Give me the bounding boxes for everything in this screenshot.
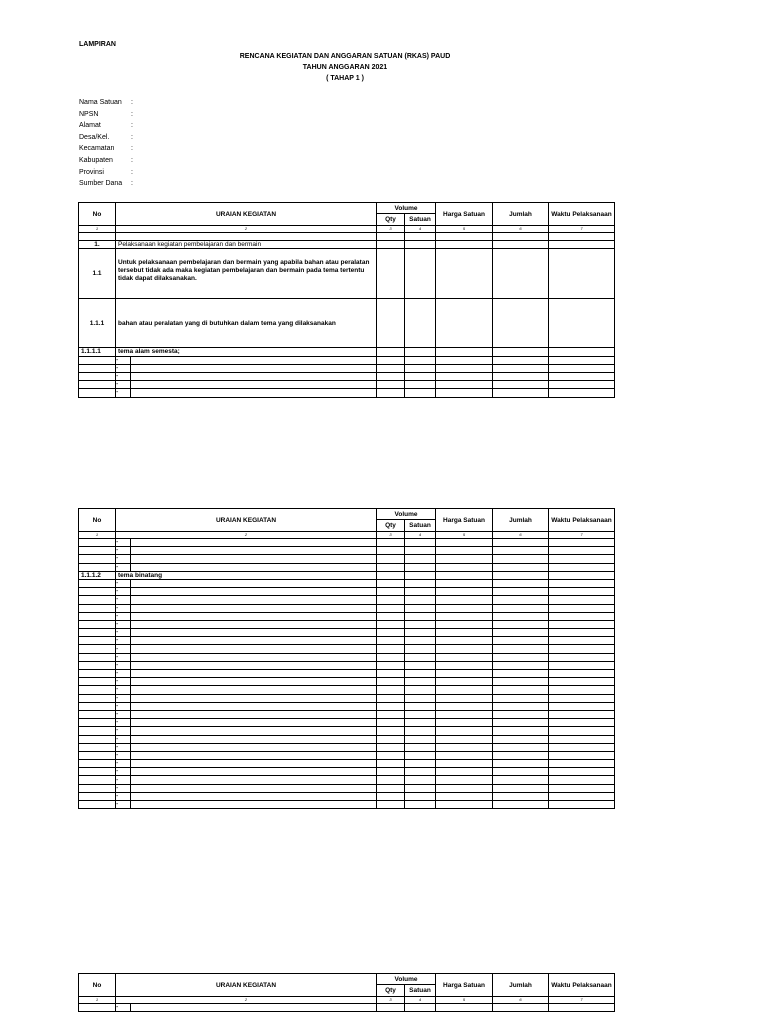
dash-mark: -: [116, 653, 131, 661]
column-number-row: [79, 997, 615, 1004]
col-number: 1: [79, 226, 116, 233]
dash-mark: -: [116, 555, 131, 563]
col-qty-header: Qty: [377, 985, 405, 997]
table-row: [79, 743, 615, 751]
col-volume-header: Volume: [377, 974, 436, 985]
table-row: [79, 299, 615, 348]
info-label: Sumber Dana: [79, 180, 123, 188]
table-row: [79, 612, 615, 620]
table-row: [79, 249, 615, 299]
table-row: [79, 596, 615, 604]
table-row: [79, 571, 615, 579]
col-number: 2: [116, 532, 377, 539]
col-number: 1: [79, 532, 116, 539]
dash-mark: -: [116, 372, 131, 380]
dash-mark: -: [116, 661, 131, 669]
item-number: 1.1.1.2: [79, 571, 116, 579]
column-number-row: [79, 226, 615, 233]
table-row: [79, 563, 615, 571]
lampiran-label: LAMPIRAN: [79, 41, 116, 48]
col-harga-header: Harga Satuan: [436, 509, 493, 532]
dash-mark: -: [116, 776, 131, 784]
table-row: [79, 604, 615, 612]
info-row: [79, 97, 133, 109]
col-waktu-header: Waktu Pelaksanaan: [549, 509, 615, 532]
dash-mark: -: [116, 579, 131, 587]
rkas-table-3: [78, 973, 615, 1012]
info-colon: :: [131, 180, 133, 188]
col-qty-header: Qty: [377, 520, 405, 532]
table-row: [79, 1004, 615, 1012]
table-row: [79, 637, 615, 645]
dash-mark: -: [116, 702, 131, 710]
item-description: bahan atau peralatan yang di butuhkan dalam tema yang dilaksanakan: [116, 299, 377, 348]
info-row: [79, 120, 133, 132]
dash-mark: -: [116, 364, 131, 372]
col-number: 7: [549, 997, 615, 1004]
dash-mark: -: [116, 784, 131, 792]
table-row: [79, 710, 615, 718]
info-colon: :: [131, 110, 133, 118]
item-number: 1.1.1: [79, 299, 116, 348]
col-no-header: No: [79, 974, 116, 997]
col-uraian-header: URAIAN KEGIATAN: [116, 203, 377, 226]
col-number: 5: [436, 997, 493, 1004]
table-row: [79, 645, 615, 653]
col-number: 5: [436, 226, 493, 233]
item-number: 1.: [79, 241, 116, 249]
info-label: Desa/Kel.: [79, 133, 110, 141]
col-volume-header: Volume: [377, 203, 436, 214]
info-row: [79, 155, 133, 167]
table-row: [79, 735, 615, 743]
dash-mark: -: [116, 563, 131, 571]
table-row: [79, 539, 615, 547]
dash-mark: -: [116, 710, 131, 718]
table-row: [79, 727, 615, 735]
info-label: Alamat: [79, 122, 101, 130]
col-volume-header: Volume: [377, 509, 436, 520]
col-number: 7: [549, 226, 615, 233]
dash-mark: -: [116, 801, 131, 809]
col-no-header: No: [79, 509, 116, 532]
dash-mark: -: [116, 381, 131, 389]
dash-mark: -: [116, 1004, 131, 1012]
info-label: NPSN: [79, 110, 99, 118]
col-number: 4: [405, 226, 436, 233]
item-number: 1.1: [79, 249, 116, 299]
table-row: [79, 686, 615, 694]
info-row: [79, 109, 133, 121]
table-row: [79, 356, 615, 364]
table-row: [79, 694, 615, 702]
item-description: Pelaksanaan kegiatan pembelajaran dan bermain: [116, 241, 377, 249]
dash-mark: -: [116, 389, 131, 397]
col-number: 6: [493, 226, 549, 233]
col-number: 4: [405, 532, 436, 539]
col-harga-header: Harga Satuan: [436, 974, 493, 997]
dash-mark: -: [116, 760, 131, 768]
table-row: [79, 629, 615, 637]
dash-mark: -: [116, 629, 131, 637]
table-row: [79, 801, 615, 809]
dash-mark: -: [116, 727, 131, 735]
table-row: [79, 653, 615, 661]
dash-mark: -: [116, 620, 131, 628]
info-label: Nama Satuan: [79, 99, 122, 106]
info-row: [79, 167, 133, 179]
document-title: RENCANA KEGIATAN DAN ANGGARAN SATUAN (RKAS) PAUD: [239, 53, 451, 60]
rkas-table-1: [78, 202, 615, 398]
table-row: [79, 348, 615, 356]
dash-mark: -: [116, 547, 131, 555]
table-row: [79, 241, 615, 249]
table-row: [79, 719, 615, 727]
rkas-table-2: [78, 508, 615, 809]
col-satuan-header: Satuan: [405, 214, 436, 226]
dash-mark: -: [116, 645, 131, 653]
table-row: [79, 670, 615, 678]
col-number: 1: [79, 997, 116, 1004]
item-number: 1.1.1.1: [79, 348, 116, 356]
dash-mark: -: [116, 539, 131, 547]
dash-mark: -: [116, 588, 131, 596]
col-number: 3: [377, 226, 405, 233]
stage-label: ( TAHAP 1 ): [326, 75, 364, 82]
info-colon: :: [131, 133, 133, 141]
table-row: [79, 620, 615, 628]
info-colon: :: [131, 156, 133, 164]
col-number: 2: [116, 997, 377, 1004]
col-satuan-header: Satuan: [405, 985, 436, 997]
dash-mark: -: [116, 596, 131, 604]
info-colon: :: [131, 168, 133, 176]
table-row: [79, 768, 615, 776]
table-row: [79, 776, 615, 784]
col-uraian-header: URAIAN KEGIATAN: [116, 974, 377, 997]
table-row: [79, 784, 615, 792]
table-row: [79, 381, 615, 389]
column-number-row: [79, 532, 615, 539]
info-row: [79, 178, 133, 190]
col-waktu-header: Waktu Pelaksanaan: [549, 974, 615, 997]
table-row: [79, 555, 615, 563]
item-description: tema binatang: [116, 571, 377, 579]
table-row: [79, 389, 615, 397]
fiscal-year: TAHUN ANGGARAN 2021: [302, 64, 388, 71]
col-number: 4: [405, 997, 436, 1004]
info-row: [79, 132, 133, 144]
identity-fields: [79, 97, 133, 190]
info-colon: :: [131, 99, 133, 106]
table-row: [79, 233, 615, 241]
table-row: [79, 661, 615, 669]
col-number: 3: [377, 532, 405, 539]
info-label: Kabupaten: [79, 156, 113, 164]
table-row: [79, 364, 615, 372]
table-row: [79, 372, 615, 380]
dash-mark: -: [116, 637, 131, 645]
col-number: 3: [377, 997, 405, 1004]
col-qty-header: Qty: [377, 214, 405, 226]
info-colon: :: [131, 145, 133, 153]
table-row: [79, 702, 615, 710]
info-colon: :: [131, 122, 133, 130]
col-jumlah-header: Jumlah: [493, 509, 549, 532]
dash-mark: -: [116, 743, 131, 751]
dash-mark: -: [116, 719, 131, 727]
dash-mark: -: [116, 751, 131, 759]
table-row: [79, 547, 615, 555]
item-description: tema alam semesta;: [116, 348, 377, 356]
col-number: 7: [549, 532, 615, 539]
dash-mark: -: [116, 678, 131, 686]
dash-mark: -: [116, 686, 131, 694]
col-no-header: No: [79, 203, 116, 226]
table-row: [79, 678, 615, 686]
dash-mark: -: [116, 694, 131, 702]
col-number: 5: [436, 532, 493, 539]
col-jumlah-header: Jumlah: [493, 203, 549, 226]
col-number: 6: [493, 532, 549, 539]
col-harga-header: Harga Satuan: [436, 203, 493, 226]
dash-mark: -: [116, 735, 131, 743]
dash-mark: -: [116, 768, 131, 776]
info-label: Kecamatan: [79, 145, 115, 153]
table-row: [79, 751, 615, 759]
table-row: [79, 588, 615, 596]
table-row: [79, 760, 615, 768]
dash-mark: -: [116, 356, 131, 364]
info-row: [79, 143, 133, 155]
col-number: 2: [116, 226, 377, 233]
col-waktu-header: Waktu Pelaksanaan: [549, 203, 615, 226]
table-row: [79, 792, 615, 800]
dash-mark: -: [116, 612, 131, 620]
col-satuan-header: Satuan: [405, 520, 436, 532]
dash-mark: -: [116, 604, 131, 612]
col-number: 6: [493, 997, 549, 1004]
table-row: [79, 579, 615, 587]
dash-mark: -: [116, 792, 131, 800]
item-description: Untuk pelaksanaan pembelajaran dan bermain yang apabila bahan atau peralatan tersebut tidak ada maka kegiatan pembelajaran dan bermain pada tema tertentu tidak dapat dilaksanakan.: [116, 249, 377, 299]
info-label: Provinsi: [79, 168, 104, 176]
col-jumlah-header: Jumlah: [493, 974, 549, 997]
dash-mark: -: [116, 670, 131, 678]
col-uraian-header: URAIAN KEGIATAN: [116, 509, 377, 532]
